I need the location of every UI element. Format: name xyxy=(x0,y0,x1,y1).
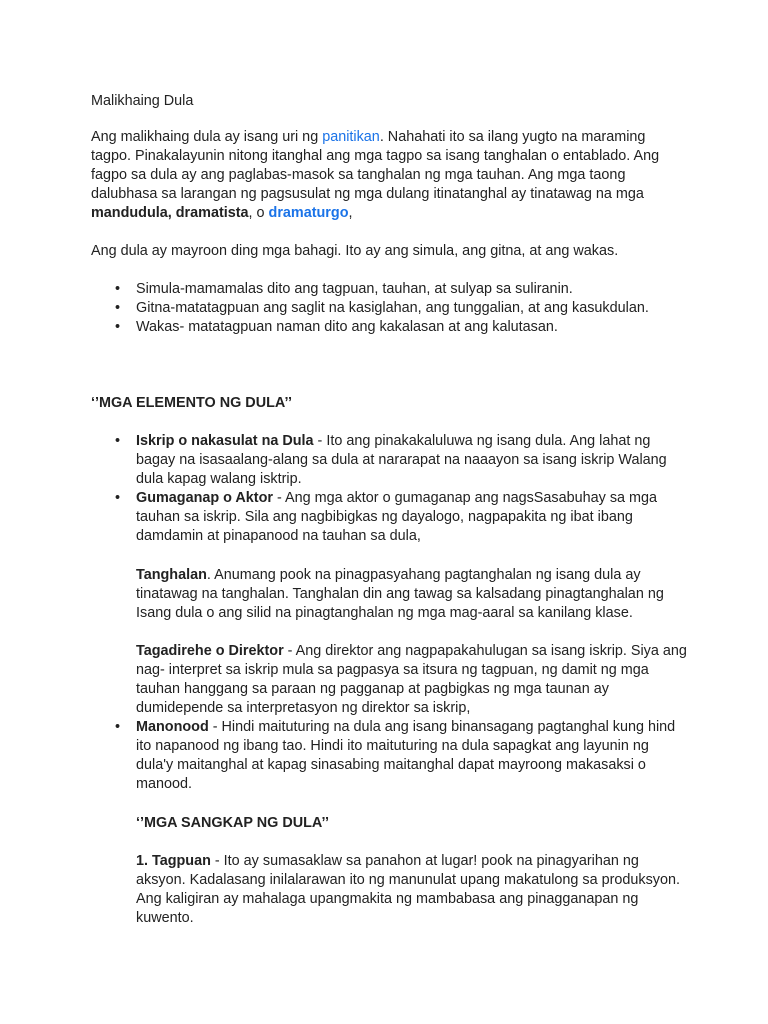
element-text: - Ang mga aktor o gumaganap ang nagsSasabuhay sa mga tauhan sa iskrip. Sila ang nagbibigkas ng dayalogo, nagpapakita ng ibat ibang damdamin at pinapanood na tauhan sa dula, xyxy=(136,490,658,544)
parts-intro: Ang dula ay mayroon ding mga bahagi. Ito ay ang simula, ang gitna, at ang wakas. xyxy=(91,243,619,259)
panitikan-link[interactable]: panitikan xyxy=(322,129,380,145)
elements-list-cont xyxy=(91,718,688,794)
document-title: Malikhaing Dula xyxy=(91,93,194,109)
element-term: Iskrip o nakasulat na Dula xyxy=(136,433,314,449)
list-item: • Wakas- matatagpuan naman dito ang kakalasan at ang kalutasan. xyxy=(91,318,688,337)
intro-text: Ang malikhaing dula ay isang uri ng xyxy=(91,129,323,145)
element-text: - Ito ang pinakakaluluwa ng isang dula. Ang lahat ng bagay na isasaalang-alang sa dula at nararapat na naaayon sa isang iskrip Walang dula kapag walang isktrip. xyxy=(136,433,667,487)
sangkap-paragraph xyxy=(91,852,688,928)
intro-paragraph xyxy=(91,128,688,223)
element-term: Tagadirehe o Direktor xyxy=(136,643,284,659)
intro-connector: , o xyxy=(248,205,269,221)
sangkap-term: 1. Tagpuan xyxy=(136,853,211,869)
bold-terms: mandudula, dramatista xyxy=(91,205,249,221)
list-item: • Simula-mamamalas dito ang tagpuan, tauhan, at sulyap sa suliranin. xyxy=(91,280,688,299)
sangkap-heading: ‘’MGA SANGKAP NG DULA’’ xyxy=(136,815,329,831)
list-item xyxy=(91,718,688,794)
dramaturgo-link[interactable]: dramaturgo xyxy=(268,205,349,221)
intro-text-cont: . Nahahati ito sa ilang yugto na maraming tagpo. Pinakalayunin nitong itanghal ang mga tagpo sa isang tanghalan o entablado. Ang fagpo sa dula ay ang paglabas-masok sa tanghalan ng mga tauhan. Ang mga taong dalubhasa sa larangan ng pagsusulat ng mga dulang itinatanghal ay tinatawag na mga xyxy=(91,129,660,202)
element-paragraph xyxy=(91,566,688,623)
sangkap-text: - Ito ay sumasaklaw sa panahon at lugar! pook na pinagyarihan ng aksyon. Kadalasang inilalarawan ito ng manunulat upang makatulong sa produksyon. Ang kaligiran ay mahalaga upangmakita ng mambabasa ang pinagganapan ng kuwento. xyxy=(136,853,681,926)
list-item: • Gitna-matatagpuan ang saglit na kasiglahan, ang tunggalian, at ang kasukdulan. xyxy=(91,299,688,318)
list-item xyxy=(91,432,688,489)
element-term: Gumaganap o Aktor xyxy=(136,490,273,506)
element-term: Tanghalan xyxy=(136,567,207,583)
element-paragraph xyxy=(91,642,688,718)
element-text: - Hindi maituturing na dula ang isang binansagang pagtanghal kung hind ito napanood ng ibang tao. Hindi ito maituturing na dula sapagkat ang layunin ng dula'y maitanghal at kapag sinasabing maitanghal dapat mayroong makasaksi o manood. xyxy=(136,719,676,792)
element-text: - Ang direktor ang nagpapakahulugan sa isang iskrip. Siya ang nag- interpret sa iskrip mula sa pagpasya sa itsura ng tagpuan, ng damit ng mga tauhan hanggang sa paraan ng pagganap at pagbigkas ng mga taunan ay dumidepende sa interpretasyon ng direktor sa iskrip, xyxy=(136,643,687,716)
list-item xyxy=(91,489,688,546)
intro-end: , xyxy=(348,205,353,221)
elements-heading: ‘’MGA ELEMENTO NG DULA’’ xyxy=(91,395,292,411)
element-text: . Anumang pook na pinagpasyahang pagtanghalan ng isang dula ay tinatawag na tanghalan. Tanghalan din ang tawag sa kalsadang pinagtanghalan ng Isang dula o ang silid na pinagtanghalan ng mga mag-aaral sa kanilang klase. xyxy=(136,567,664,621)
parts-list xyxy=(91,280,688,337)
element-term: Manonood xyxy=(136,719,209,735)
elements-list xyxy=(91,432,688,546)
